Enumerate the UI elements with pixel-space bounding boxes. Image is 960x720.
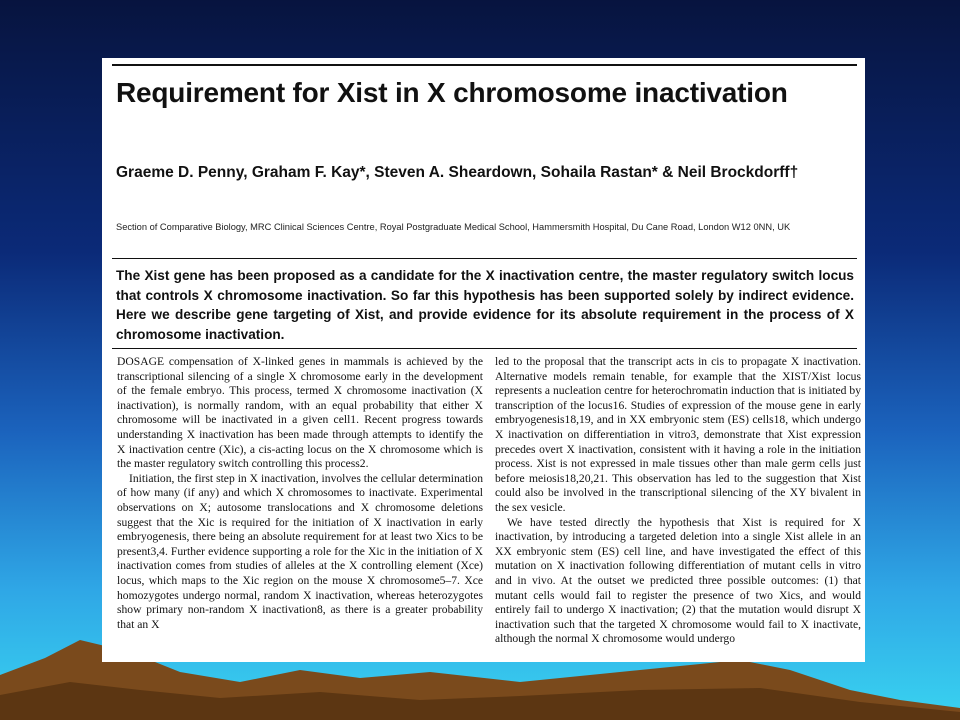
article-page <box>102 58 865 662</box>
author-list: Graeme D. Penny, Graham F. Kay*, Steven A. Sheardown, Sohaila Rastan* & Neil Brockdorff† <box>116 164 799 181</box>
paragraph: Initiation, the first step in X inactivation, involves the cellular determination of how many (if any) and which X chromosomes to inactivate. Experimental observations on X; autosome translocations and X chromosome deletions suggest that the Xic is required for the initiation of X inactivation in early embryogenesis, there being an absolute requirement for at least two Xics to be present3,4. Further evidence supporting a role for the Xic in the initiation of X inactivation comes from studies of alleles at the X controlling element (Xce) locus, which maps to the Xic region on the mouse X chromosome5–7. Xce homozygotes undergo normal, random X inactivation, whereas heterozygotes show primary non-random X inactivation8, as there is a greater probability that an X <box>117 471 483 631</box>
affiliation: Section of Comparative Biology, MRC Clinical Sciences Centre, Royal Postgraduate Medical School, Hammersmith Hospital, Du Cane Road, London W12 0NN, UK <box>116 222 791 232</box>
abstract: The Xist gene has been proposed as a candidate for the X inactivation centre, the master regulatory switch locus that controls X chromosome inactivation. So far this hypothesis has been supported solely by indirect evidence. Here we describe gene targeting of Xist, and provide evidence for its absolute requirement in the process of X chromosome inactivation. <box>116 268 854 342</box>
article-title: Requirement for Xist in X chromosome inactivation <box>116 77 788 108</box>
paragraph: We have tested directly the hypothesis that Xist is required for X inactivation, by introducing a targeted deletion into a single Xist allele in an XX embryonic stem (ES) cell line, and have investigated the effect of this mutation on X inactivation following differentiation of mutant cells in vitro and in vivo. At the outset we predicted three possible outcomes: (1) that mutant cells would fail to register the presence of two Xics, and would entirely fail to undergo X inactivation; (2) that the mutation would disrupt X inactivation such that the targeted X chromosome would fail to X inactivate, although the normal X chromosome would undergo <box>495 515 861 646</box>
abstract-top-rule <box>112 258 857 259</box>
body-column-right <box>495 355 861 647</box>
paragraph: DOSAGE compensation of X-linked genes in mammals is achieved by the transcriptional silencing of a single X chromosome early in the development of the female embryo. This process, termed X chromosome inactivation (X inactivation), is normally random, with an equal probability that either X chromosome will be inactivated in a given cell1. Recent progress towards understanding X inactivation has been made through attempts to identify the X inactivation centre (Xic), a cis-acting locus on the X chromosome which is the master regulatory switch controlling this process2. <box>117 355 483 471</box>
abstract-bottom-rule <box>112 348 857 349</box>
paragraph: led to the proposal that the transcript acts in cis to propagate X inactivation. Alternative models remain tenable, for example that the XIST/Xist locus represents a nucleation centre for heterochromatin induction that is initiated by transcription of the locus16. Studies of expression of the mouse gene in early embryogenesis18,19, and in XX embryonic stem (ES) cells18, which undergo X inactivation on differentiation in vitro3, demonstrate that Xist expression precedes overt X inactivation, consistent with it having a role in the initiation process. Xist is not expressed in male tissues other than male germ cells just before meiosis18,20,21. This observation has led to the suggestion that Xist could also be involved in the transcriptional silencing of the XY bivalent in the sex vesicle. <box>495 355 861 514</box>
top-rule <box>112 64 857 66</box>
body-column-left <box>117 355 483 632</box>
